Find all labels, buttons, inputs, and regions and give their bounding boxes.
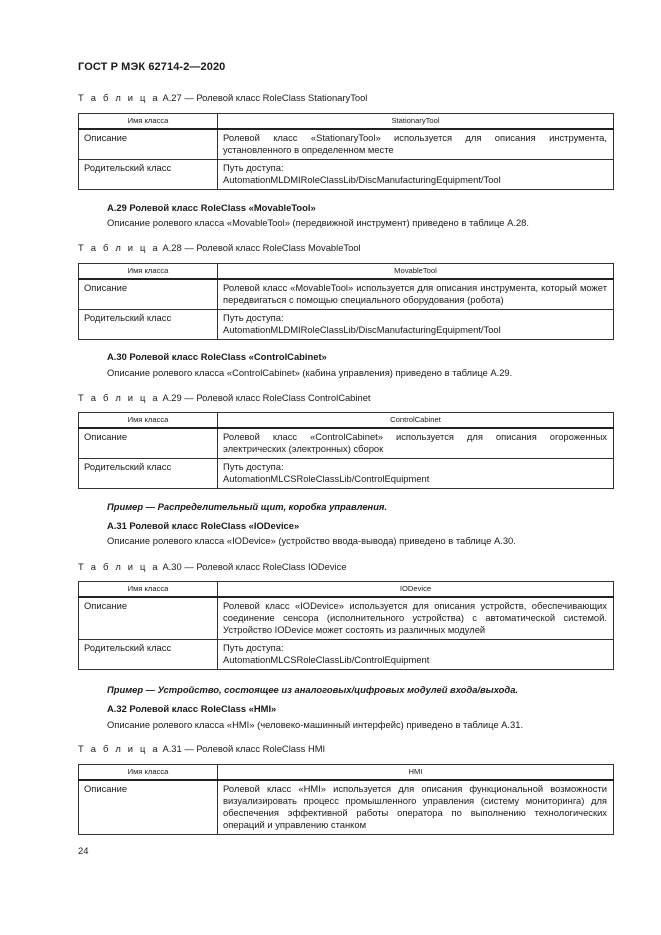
- row-label-description: Описание: [79, 780, 218, 835]
- table-caption: [78, 392, 371, 404]
- table-caption: [78, 92, 367, 104]
- class-name-value: ControlCabinet: [218, 413, 614, 429]
- section-heading: А.32 Ролевой класс RoleClass «HMI»: [107, 703, 277, 714]
- page-number: 24: [78, 845, 89, 856]
- section-paragraph: Описание ролевого класса «IODevice» (устройство ввода-вывода) приведено в таблице А.30.: [107, 535, 516, 546]
- row-label-description: Описание: [79, 428, 218, 459]
- row-label-description: Описание: [79, 129, 218, 160]
- description-value: Ролевой класс «IODevice» используется для описания устройств, обеспечивающих соединение сенсора (исполнительного устройства) с автоматической системой. Устройство IODevice может состоять из различных модулей: [218, 597, 614, 640]
- role-class-table: [78, 113, 614, 190]
- table-caption-text: А.31 — Ролевой класс RoleClass HMI: [159, 743, 326, 754]
- access-path-label: Путь доступа:: [223, 162, 284, 173]
- row-label-description: Описание: [79, 279, 218, 310]
- section-paragraph: Описание ролевого класса «ControlCabinet» (кабина управления) приведено в таблице А.29.: [107, 367, 513, 378]
- parent-class-value: [218, 310, 614, 340]
- parent-class-value: [218, 160, 614, 190]
- role-class-table: [78, 412, 614, 489]
- table-caption-text: А.30 — Ролевой класс RoleClass IODevice: [159, 561, 347, 572]
- access-path: AutomationMLCSRoleClassLib/ControlEquipment: [223, 473, 430, 484]
- column-header-class-name: Имя класса: [79, 582, 218, 598]
- role-class-table: [78, 263, 614, 340]
- role-class-table: [78, 581, 614, 670]
- table-caption: [78, 743, 325, 755]
- access-path: AutomationMLDMIRoleClassLib/DiscManufacturingEquipment/Tool: [223, 324, 501, 335]
- column-header-class-name: Имя класса: [79, 765, 218, 781]
- role-class-table: [78, 764, 614, 835]
- document-header: ГОСТ Р МЭК 62714-2—2020: [78, 61, 226, 73]
- description-value: Ролевой класс «StationaryTool» используется для описания инструмента, установленного в определенном месте: [218, 129, 614, 160]
- table-word: Т а б л и ц а: [78, 92, 160, 103]
- table-word: Т а б л и ц а: [78, 743, 160, 754]
- parent-class-value: [218, 459, 614, 489]
- access-path-label: Путь доступа:: [223, 312, 284, 323]
- table-caption-text: А.29 — Ролевой класс RoleClass ControlCabinet: [159, 392, 371, 403]
- class-name-value: IODevice: [218, 582, 614, 598]
- description-value: Ролевой класс «ControlCabinet» используется для описания огороженных электрических (электронных) сборок: [218, 428, 614, 459]
- example-note: Пример — Распределительный щит, коробка управления.: [107, 501, 388, 512]
- access-path-label: Путь доступа:: [223, 461, 284, 472]
- row-label-parent-class: Родительский класс: [79, 160, 218, 190]
- column-header-class-name: Имя класса: [79, 114, 218, 130]
- class-name-value: StationaryTool: [218, 114, 614, 130]
- table-caption: [78, 561, 347, 573]
- description-value: Ролевой класс «MovableTool» используется для описания инструмента, который может передвигаться с помощью специального оборудования (робота): [218, 279, 614, 310]
- section-heading: А.29 Ролевой класс RoleClass «MovableTool»: [107, 202, 316, 213]
- section-heading: А.30 Ролевой класс RoleClass «ControlCabinet»: [107, 351, 327, 362]
- row-label-description: Описание: [79, 597, 218, 640]
- table-caption-text: А.28 — Ролевой класс RoleClass MovableTool: [159, 242, 361, 253]
- description-value: Ролевой класс «HMI» используется для описания функциональной возможности визуализировать процесс промышленного управления (систему мониторинга) для обеспечения эффективной работы оператора по выполнению технологических операций и управлению станком: [218, 780, 614, 835]
- access-path: AutomationMLCSRoleClassLib/ControlEquipment: [223, 654, 430, 665]
- row-label-parent-class: Родительский класс: [79, 459, 218, 489]
- example-note: Пример — Устройство, состоящее из аналоговых/цифровых модулей входа/выхода.: [107, 684, 519, 695]
- section-paragraph: Описание ролевого класса «HMI» (человеко-машинный интерфейс) приведено в таблице А.31.: [107, 719, 524, 730]
- column-header-class-name: Имя класса: [79, 264, 218, 280]
- table-caption-text: А.27 — Ролевой класс RoleClass StationaryTool: [159, 92, 368, 103]
- parent-class-value: [218, 640, 614, 670]
- row-label-parent-class: Родительский класс: [79, 310, 218, 340]
- column-header-class-name: Имя класса: [79, 413, 218, 429]
- section-paragraph: Описание ролевого класса «MovableTool» (передвижной инструмент) приведено в таблице А.28.: [107, 217, 529, 228]
- row-label-parent-class: Родительский класс: [79, 640, 218, 670]
- table-caption: [78, 242, 361, 254]
- table-word: Т а б л и ц а: [78, 242, 160, 253]
- section-heading: А.31 Ролевой класс RoleClass «IODevice»: [107, 520, 300, 531]
- class-name-value: MovableTool: [218, 264, 614, 280]
- table-word: Т а б л и ц а: [78, 561, 160, 572]
- access-path: AutomationMLDMIRoleClassLib/DiscManufacturingEquipment/Tool: [223, 174, 501, 185]
- class-name-value: HMI: [218, 765, 614, 781]
- table-word: Т а б л и ц а: [78, 392, 160, 403]
- access-path-label: Путь доступа:: [223, 642, 284, 653]
